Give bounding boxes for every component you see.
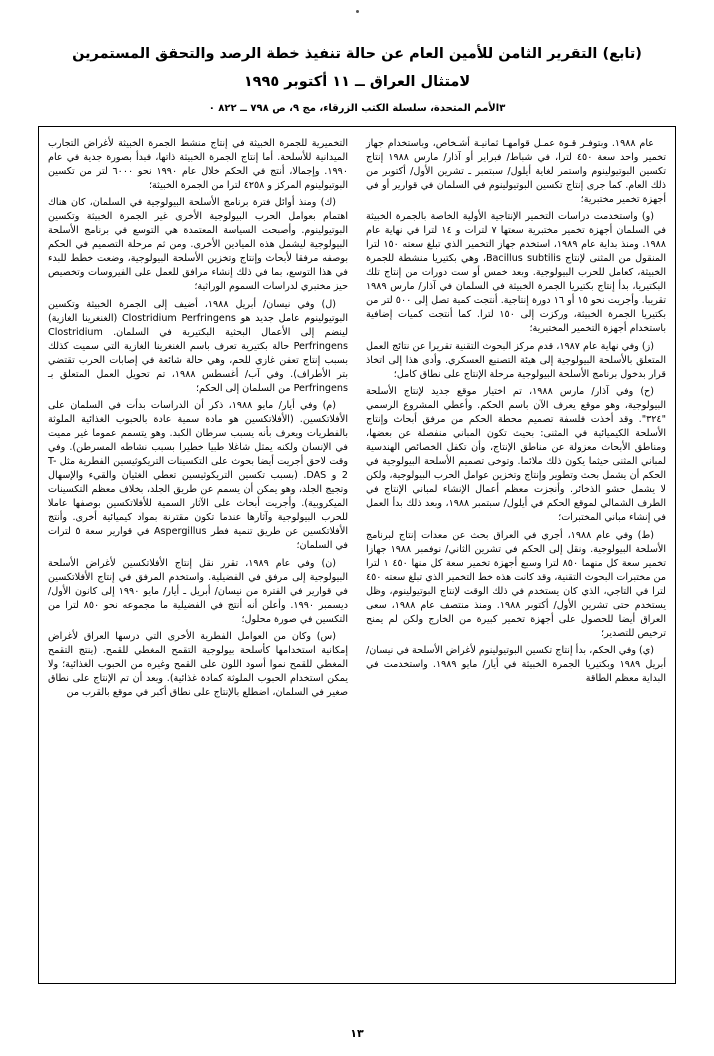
two-column-layout — [48, 137, 666, 975]
paragraph: (و) واستخدمت دراسات التخمير الإنتاجية الأولية الخاصة بالجمرة الخبيثة في السلمان أجهزة تخمير مختبرية سعتها ٧ لترات و ١٤ لترا في نهاية عام ١٩٨٨. ومنذ بداية عام ١٩٨٩، استخدم جهاز التخمير الذي تبلغ سعته ١٥٠ لترا المنقول من المثنى لإنتاج Bacillus subtilis، وهي بكتيريا منشطة للجمرة الخبيثة، كعامل للحرب البيولوجية. وبعد خمس أو ست دورات من إنتاج تلك البكتيريا، بدأ إنتاج بكتيريا الجمرة الخبيثة في السلمان في آذار/ مارس ١٩٨٩ تقريبا. وأجريت نحو ١٥ أو ١٦ دورة إنتاجية. أنتجت كمية تصل إلى ٥٠٠ لتر من بكتيريا الجمرة الخبيثة، وركزت إلى ١٥٠ لترا. كما أنتجت كميات إضافية باستخدام أجهزة التخمير المختبرية؛ — [366, 211, 667, 334]
paragraph: (ط) وفي عام ١٩٨٨، أجري في العراق بحث عن معدات إنتاج لبرنامج الأسلحة البيولوجية. ونقل إلى الحكم في تشرين الثاني/ نوفمبر ١٩٨٨ جهازا تخمير سعة كل منهما ٨٥٠ لترا وسبع أجهزة تخمير سعة كل منها ٤٥٠ ١ لترا من مختبرات البحوث التقنية، وقد كانت هذه خط التخمير الذي تبلغ سعته ٤٥٠ لترا في التاجي، الذي كان يستخدم في ذلك الوقت لإنتاج البوتيولينوم، وظل يستخدم حتى تشرين الأول/ أكتوبر ١٩٨٨. ومنذ منتصف عام ١٩٨٨، سعى العراق أيضا للحصول على أجهزة تخمير كبيرة من الخارج ولكن لم يمنح ترخيص للتصدير؛ — [366, 529, 667, 639]
paragraph: (ل) وفي نيسان/ أبريل ١٩٨٨، أضيف إلى الجمرة الخبيثة وتكسين البوتيولينوم عامل جديد هو Clostridium Perfringens (الغنغرينا الغازية) لينضم إلى الأعمال البحثية البكتيرية في السلمان. Clostridium Perfringens حالة بكتيرية تعرف باسم الغنغرينا الغازية التي سميت كذلك بسبب إنتاج تعفن غازي للحم، وهي حالة شائعة في إصابات الحرب تقتضي بتر الأطراف). وفي آب/ أغسطس ١٩٨٨، تم تحويل العمل المتعلق بـ Perfringens من السلمان إلى الحكم؛ — [48, 298, 348, 394]
document-header — [38, 44, 676, 116]
page-number: ١٣ — [350, 1027, 364, 1040]
paragraph: (س) وكان من العوامل الفطرية الأخرى التي درسها العراق لأغراض إمكانية استخدامها كأسلحة بيولوجية التقمح المغطي للقمح. (ينتج التقمح المغطي للقمح نموا أسود اللون على القمح وغيره من الحبوب الغذائية؛ ولا يمكن استخدام الحبوب الملوثة كمادة غذائية). وبعد أن تم الإنتاج على نطاق صغير في السلمان، اضطلع بالإنتاج على نطاق أكبر في موقع بالقرب من — [48, 631, 348, 698]
source-footnote: ٣الأمم المتحدة، سلسلة الكتب الزرقاء، مج ٩، ص ٧٩٨ ــ ٨٢٢ ٠ — [208, 102, 506, 114]
page-title: (تابع) التقرير الثامن للأمين العام عن حالة تنفيذ خطة الرصد والتحقق المستمرين — [72, 46, 642, 62]
content-frame — [38, 126, 676, 984]
paragraph: (ي) وفي الحكم، بدأ إنتاج تكسين البوتيولينوم لأغراض الأسلحة في نيسان/ أبريل ١٩٨٩ وبكتيريا الجمرة الخبيثة في أيار/ مايو ١٩٨٩. واستخدمت في البداية معظم الطاقة — [366, 645, 666, 684]
paragraph: (ح) وفي آذار/ مارس ١٩٨٨، تم اختيار موقع جديد لإنتاج الأسلحة البيولوجية، وهو موقع يعرف الآن باسم الحكم. وأعطي المشروع الرسمي "٣٢٤". وقد أخذت فلسفة تصميم محطة الحكم من مرفق أبحاث وإنتاج الأسلحة الكيميائية في المثنى: بحيث تكون المباني منفصلة عن بعضها، ومناطق الأبحاث معزولة عن مناطق الإنتاج، وأن تكفل الخصائص الهندسية لمباني المثنى حيثما يكون ذلك ملائما. وتوخى تصميم الأسلحة البيولوجية في الحكم أن يشمل بحث وتطوير وإنتاج وتخزين عوامل الحرب البيولوجية، ولكن لا يشمل حشو الذخائر. وأنجزت معظم أعمال الإنشاء لمباني الإنتاج في الطرف الشمالي لموقع الحكم في أيلول/ سبتمبر ١٩٨٨، وبعد ذلك بدأ العمل في إنشاء مباني المختبرات؛ — [366, 386, 666, 523]
paragraph: عام ١٩٨٨. وبتوفـر قـوة عمـل قوامهـا ثمانيـة أشـخاص، وباستخدام جهاز تخمير واحد سعة ٤٥٠ لترا، في شباط/ فبراير أو آذار/ مارس ١٩٨٨ إنتاج تكسين البوتيولينوم واستمر لغاية أيلول/ سبتمبر ـ تشرين الأول/ أكتوبر من ذلك العام. كما جرى إنتاج تكسين البوتيولينوم في السلمان في قوارير أو في أجهزة تخمير مختبرية؛ — [366, 137, 667, 205]
column-left — [48, 137, 357, 975]
page-subtitle: لامتثال العراق ــ ١١ أكتوبر ١٩٩٥ — [243, 73, 471, 90]
paragraph: التخميرية للجمرة الخبيثة في إنتاج منشط الجمرة الخبيثة لأغراض التجارب الميدانية للأسلحة. أما إنتاج الجمرة الخبيثة ذاتها، فبدأ بصورة جدية في عام ١٩٩٠. وإجمالا، أنتج في الحكم خلال عام ١٩٩٠ نحو ٦٠٠٠ لتر من تكسين البوتيولينوم المركز و ٤٢٥٨ لترا من الجمرة الخبيثة؛ — [48, 137, 348, 191]
paragraph: (ن) وفي عام ١٩٨٩، تقرر نقل إنتاج الأفلاتكسين لأغراض الأسلحة البيولوجية إلى مرفق في الفضيلية. واستخدم المرفق في إنتاج الأفلاتكسين في قوارير في الفترة من نيسان/ أبريل ـ أيار/ مايو ١٩٩٠ إلى كانون الأول/ ديسمبر ١٩٩٠. وأعلن أنه أنتج في الفضيلية ما مجموعه نحو ٨٥٠ لترا من التكسين في صورة محلول؛ — [48, 557, 349, 625]
paragraph: (م) وفي أيار/ مايو ١٩٨٨، ذكر أن الدراسات بدأت في السلمان على الأفلاتكسين. (الأفلاتكسين هو مادة سمية عادة بالحبوب الغذائية الملوثة بالفطريات ويعرف بأنه يسبب سرطان الكبد. وهو يتسمم عموما غير مميت في الإنسان ولكنه يمثل شاغلا طبيا خطيرا بسبب نشاطه المسرطن). وفي وقت لاحق أجريت أيضا بحوث على التكسينات التريكوثيسين الفطرية مثل T-2 و DAS. (بسبب تكسين التريكوثيسين تعطي الغثيان والقيء والإسهال وتجيج الجلد، وهو يمكن أن يسمم عن طريق الجلد، بخلاف معظم التكسينات الميكروبية). وأجريت أبحاث على الآثار السمية للأفلاتكسين بوصفها عاملا للحرب البيولوجية وآثارها عندما تكون مقترنة بمواد كيميائية أخرى. وأنتج الأفلاتكسين عن طريق تنمية فطر Aspergillus في قوارير سعة ٥ لترات في السلمان؛ — [48, 400, 348, 551]
page-top-dot — [356, 10, 359, 13]
paragraph: (ك) ومنذ أوائل فترة برنامج الأسلحة البيولوجية في السلمان، كان هناك اهتمام بعوامل الحرب البيولوجية الأخرى غير الجمرة الخبيثة وتكسين البوتيولينوم. وأصبحت السياسة المعتمدة هي التوسع في برنامج الأسلحة البيولوجية ليشمل هذه الميادين الأخرى. ومن ثم مرحلة التصميم في الحكم بوصفه مرفقا لأبحاث وإنتاج وتخزين الأسلحة البيولوجية، وضعت خطط للبدء في هذا التوسع، بما في ذلك إنشاء مرافق للعمل على الفيروسات وتخصيص حيز مختبري لدراسات السموم الوراثية؛ — [48, 197, 348, 292]
column-right — [357, 137, 666, 975]
paragraph: (ز) وفي نهاية عام ١٩٨٧، قدم مركز البحوث التقنية تقريرا عن نتائج العمل المتعلق بالأسلحة البيولوجية إلى هيئة التصنيع العسكري. وأدى هذا إلى اتخاذ قرار بدخول برنامج الأسلحة البيولوجية مرحلة الإنتاج على نطاق كامل؛ — [366, 340, 666, 380]
